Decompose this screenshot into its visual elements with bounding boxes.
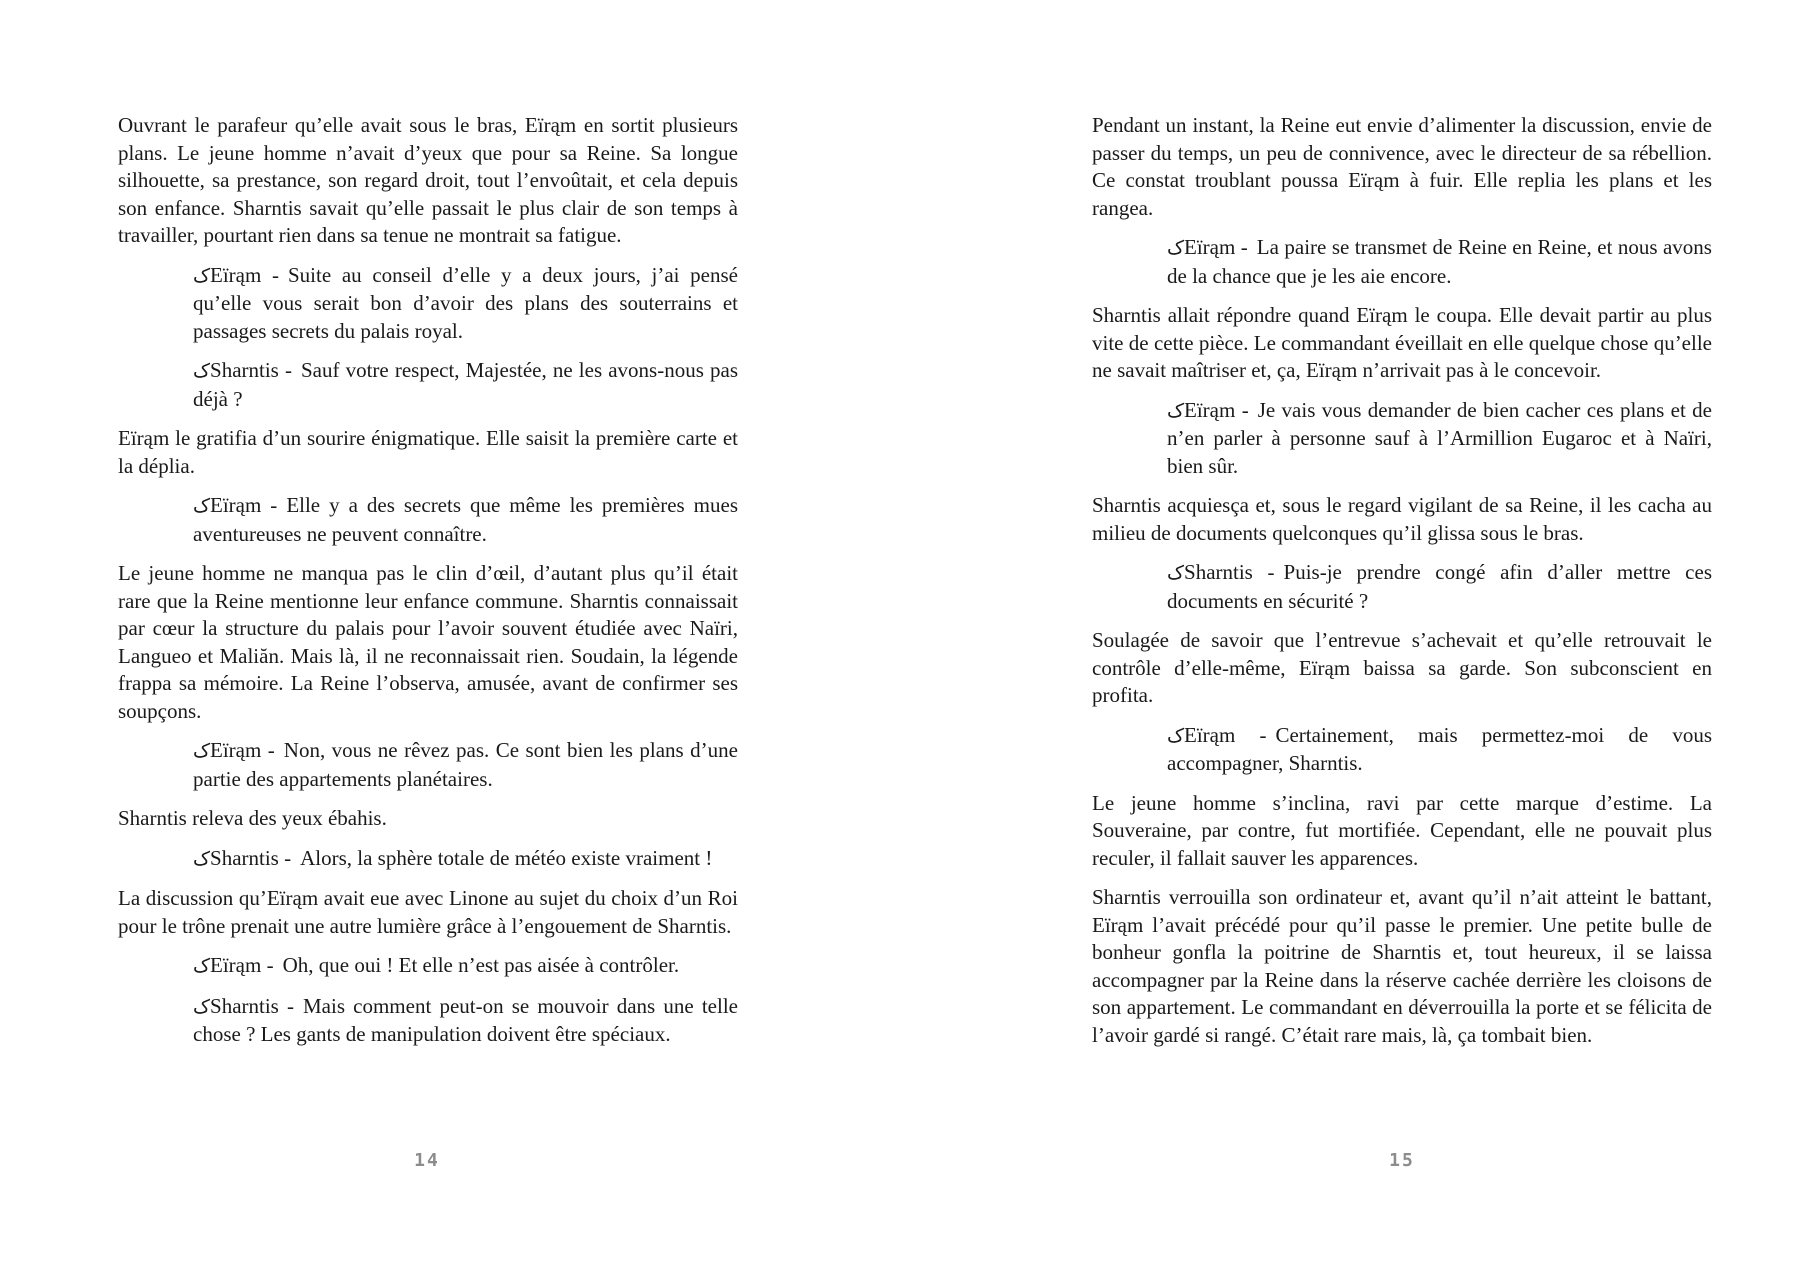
dialogue-speaker: Sharntis - — [210, 358, 292, 382]
dialogue-text: Sauf votre respect, Majestée, ne les avons-nous pas déjà ? — [193, 358, 739, 411]
paragraph: La discussion qu’Eïrąm avait eue avec Linone au sujet du choix d’un Roi pour le trône prenait une autre lumière grâce à l’engouement de Sharntis. — [118, 886, 738, 938]
dialogue-mark-icon: ک — [193, 265, 211, 287]
paragraph: Sharntis verrouilla son ordinateur et, avant qu’il n’ait atteint le battant, Eïrąm l’avait précédé pour qu’il passe le premier. Une petite bulle de bonheur gonfla la poitrine de Sharntis et, tout heureux, il se laissa accompagner par la Reine dans la réserve cachée derrière les cloisons de son appartement. Le commandant en déverrouilla la porte et se félicita de l’avoir gardé si rangé. C’était rare mais, là, ça tombait bien. — [1092, 885, 1712, 1047]
dialogue-mark-icon: ک — [193, 848, 211, 870]
paragraph: Pendant un instant, la Reine eut envie d’alimenter la discussion, envie de passer du temps, un peu de connivence, avec le directeur de sa rébellion. Ce constat troublant poussa Eïrąm à fuir. Elle replia les plans et les rangea. — [1092, 113, 1712, 220]
dialogue-line — [193, 492, 738, 548]
right-page — [1092, 112, 1712, 1061]
dialogue-text: Puis-je prendre congé afin d’aller mettre ces documents en sécurité ? — [1167, 560, 1712, 613]
dialogue-line — [193, 993, 738, 1049]
page-number-left: 14 — [414, 1150, 440, 1171]
dialogue-speaker: Sharntis - — [210, 993, 294, 1018]
dialogue-speaker: Eïrąm - — [210, 262, 279, 287]
dialogue-line — [193, 952, 738, 981]
paragraph: Le jeune homme s’inclina, ravi par cette marque d’estime. La Souveraine, par contre, fut mortifiée. Cependant, elle ne pouvait plus reculer, il fallait sauver les apparences. — [1092, 790, 1712, 870]
dialogue-line — [1167, 397, 1712, 481]
dialogue-speaker: Eïrąm - — [210, 493, 278, 517]
dialogue-speaker: Eïrąm - — [1184, 235, 1248, 259]
dialogue-text: Suite au conseil d’elle y a deux jours, j’ai pensé qu’elle vous serait bon d’avoir des plans des souterrains et passages secrets du palais royal. — [193, 262, 738, 343]
dialogue-line — [193, 357, 738, 413]
paragraph: Le jeune homme ne manqua pas le clin d’œil, d’autant plus qu’il était rare que la Reine mentionne leur enfance commune. Sharntis connaissait par cœur la structure du palais pour l’avoir souvent étudiée avec Naïri, Langueo et Maliăn. Mais là, il ne reconnaissait rien. Soudain, la légende frappa sa mémoire. La Reine l’observa, amusée, avant de confirmer ses soupçons. — [118, 561, 738, 723]
dialogue-mark-icon: ک — [193, 956, 211, 977]
dialogue-text: Non, vous ne rêvez pas. Ce sont bien les plans d’une partie des appartements planétaires. — [193, 738, 738, 791]
dialogue-speaker: Eïrąm - — [1184, 397, 1249, 422]
paragraph: Eïrąm le gratifia d’un sourire énigmatique. Elle saisit la première carte et la déplia. — [118, 426, 738, 478]
paragraph: Sharntis acquiesça et, sous le regard vigilant de sa Reine, il les cacha au milieu de documents quelconques qu’il glissa sous le bras. — [1092, 493, 1712, 545]
dialogue-line — [1167, 722, 1712, 778]
dialogue-line — [1167, 559, 1712, 615]
dialogue-mark-icon: ک — [193, 996, 211, 1018]
dialogue-speaker: Sharntis - — [210, 845, 292, 870]
paragraph: Sharntis allait répondre quand Eïrąm le coupa. Elle devait partir au plus vite de cette pièce. Le commandant éveillait en elle quelque chose qu’elle ne savait maîtriser et, ça, Eïrąm n’arrivait pas à le concevoir. — [1092, 303, 1712, 382]
page-number-right: 15 — [1389, 1150, 1415, 1171]
dialogue-text: Oh, que oui ! Et elle n’est pas aisée à contrôler. — [282, 953, 680, 977]
dialogue-text: Alors, la sphère totale de météo existe vraiment ! — [300, 845, 713, 870]
dialogue-speaker: Sharntis - — [1184, 560, 1275, 584]
dialogue-mark-icon: ک — [193, 741, 211, 762]
dialogue-mark-icon: ک — [193, 496, 211, 517]
dialogue-text: La paire se transmet de Reine en Reine, et nous avons de la chance que je les aie encore. — [1167, 235, 1712, 288]
dialogue-text: Je vais vous demander de bien cacher ces plans et de n’en parler à personne sauf à l’Armillion Eugaroc et à Naïri, bien sûr. — [1167, 397, 1712, 478]
paragraph: Ouvrant le parafeur qu’elle avait sous le bras, Eïrąm en sortit plusieurs plans. Le jeune homme n’avait d’yeux que pour sa Reine. Sa longue silhouette, sa prestance, son regard droit, tout l’envoûtait, et cela depuis son enfance. Sharntis savait qu’elle passait le plus clair de son temps à travailler, pourtant rien dans sa tenue ne montrait sa fatigue. — [118, 113, 738, 247]
dialogue-line — [193, 737, 738, 793]
dialogue-speaker: Eïrąm - — [210, 738, 275, 762]
dialogue-line — [193, 262, 738, 346]
dialogue-speaker: Eïrąm - — [210, 953, 274, 977]
left-page — [118, 112, 738, 1061]
paragraph: Sharntis releva des yeux ébahis. — [118, 806, 387, 830]
dialogue-speaker: Eïrąm - — [1184, 722, 1267, 747]
dialogue-text: Certainement, mais permettez-moi de vous accompagner, Sharntis. — [1167, 722, 1712, 775]
dialogue-mark-icon: ک — [1167, 238, 1185, 259]
paragraph: Soulagée de savoir que l’entrevue s’achevait et qu’elle retrouvait le contrôle d’elle-même, Eïrąm baissa sa garde. Son subconscient en profita. — [1092, 628, 1712, 707]
dialogue-line — [193, 845, 738, 874]
dialogue-mark-icon: ک — [1167, 563, 1185, 584]
dialogue-mark-icon: ک — [1167, 725, 1185, 747]
dialogue-line — [1167, 234, 1712, 290]
dialogue-text: Elle y a des secrets que même les premières mues aventureuses ne peuvent connaître. — [193, 493, 739, 546]
dialogue-mark-icon: ک — [1167, 400, 1185, 422]
dialogue-mark-icon: ک — [193, 361, 211, 382]
dialogue-text: Mais comment peut-on se mouvoir dans une telle chose ? Les gants de manipulation doivent être spéciaux. — [193, 993, 738, 1046]
